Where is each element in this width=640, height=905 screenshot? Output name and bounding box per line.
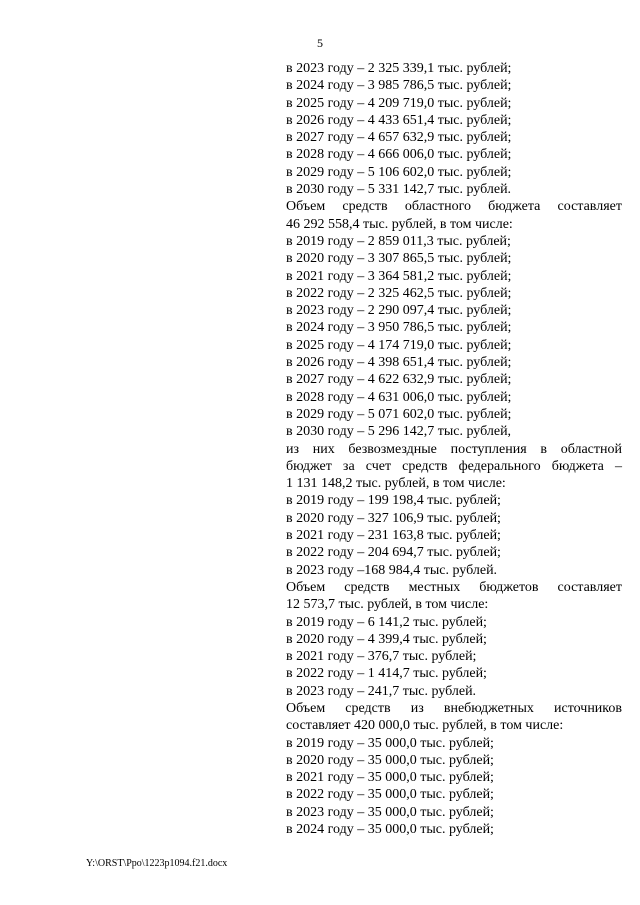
text-line: в 2026 году – 4 433 651,4 тыс. рублей; <box>286 112 512 128</box>
text-line: в 2023 году – 2 290 097,4 тыс. рублей; <box>286 303 512 319</box>
text-line: в 2028 году – 4 631 006,0 тыс. рублей; <box>286 389 512 405</box>
text-line: Объем средств из внебюджетных источников <box>286 700 622 716</box>
text-line: составляет 420 000,0 тыс. рублей, в том числе: <box>286 718 564 734</box>
text-line: в 2019 году – 2 859 011,3 тыс. рублей; <box>286 233 511 249</box>
text-line: в 2021 году – 3 364 581,2 тыс. рублей; <box>286 268 512 284</box>
text-line: в 2024 году – 3 950 786,5 тыс. рублей; <box>286 320 512 336</box>
text-line: в 2021 году – 376,7 тыс. рублей; <box>286 649 477 665</box>
text-line: в 2028 году – 4 666 006,0 тыс. рублей; <box>286 147 512 163</box>
document-body <box>286 60 622 838</box>
footer-file-path: Y:\ORST\Ppo\1223p1094.f21.docx <box>86 858 228 869</box>
text-line: в 2029 году – 5 106 602,0 тыс. рублей; <box>286 164 512 180</box>
text-line: бюджет за счет средств федерального бюджета – <box>286 458 622 474</box>
text-line: в 2027 году – 4 657 632,9 тыс. рублей; <box>286 130 512 146</box>
text-line: в 2021 году – 35 000,0 тыс. рублей; <box>286 770 494 786</box>
text-line: 46 292 558,4 тыс. рублей, в том числе: <box>286 216 513 232</box>
text-line: в 2023 году –168 984,4 тыс. рублей. <box>286 562 498 578</box>
page-number: 5 <box>317 36 323 50</box>
text-line: в 2022 году – 2 325 462,5 тыс. рублей; <box>286 285 512 301</box>
text-line: в 2023 году – 241,7 тыс. рублей. <box>286 683 477 699</box>
text-line: в 2025 году – 4 174 719,0 тыс. рублей; <box>286 337 512 353</box>
text-line: 1 131 148,2 тыс. рублей, в том числе: <box>286 476 506 492</box>
text-line: в 2020 году – 4 399,4 тыс. рублей; <box>286 631 487 647</box>
text-line: в 2022 году – 204 694,7 тыс. рублей; <box>286 545 501 561</box>
text-line: в 2019 году – 199 198,4 тыс. рублей; <box>286 493 501 509</box>
text-line: в 2029 году – 5 071 602,0 тыс. рублей; <box>286 406 512 422</box>
text-line: в 2030 году – 5 296 142,7 тыс. рублей, <box>286 424 512 440</box>
text-line: в 2023 году – 2 325 339,1 тыс. рублей; <box>286 61 512 76</box>
text-line: в 2027 году – 4 622 632,9 тыс. рублей; <box>286 372 512 388</box>
text-line: в 2021 году – 231 163,8 тыс. рублей; <box>286 528 501 544</box>
text-line: в 2020 году – 3 307 865,5 тыс. рублей; <box>286 251 512 267</box>
text-line: в 2019 году – 6 141,2 тыс. рублей; <box>286 614 487 630</box>
text-line: в 2020 году – 327 106,9 тыс. рублей; <box>286 510 501 526</box>
text-line: в 2020 году – 35 000,0 тыс. рублей; <box>286 752 494 768</box>
text-line: в 2030 году – 5 331 142,7 тыс. рублей. <box>286 182 512 198</box>
text-line: в 2023 году – 35 000,0 тыс. рублей; <box>286 804 494 820</box>
text-line: в 2022 году – 35 000,0 тыс. рублей; <box>286 787 494 803</box>
text-line: в 2025 году – 4 209 719,0 тыс. рублей; <box>286 95 512 111</box>
text-line: в 2024 году – 3 985 786,5 тыс. рублей; <box>286 78 512 94</box>
text-line: в 2026 году – 4 398 651,4 тыс. рублей; <box>286 355 512 371</box>
text-line: 12 573,7 тыс. рублей, в том числе: <box>286 597 489 613</box>
text-line: Объем средств местных бюджетов составляет <box>286 579 622 595</box>
text-line: в 2022 году – 1 414,7 тыс. рублей; <box>286 666 487 682</box>
text-line: в 2019 году – 35 000,0 тыс. рублей; <box>286 735 494 751</box>
text-line: Объем средств областного бюджета составляет <box>286 199 622 215</box>
text-line: из них безвозмездные поступления в областной <box>286 441 622 457</box>
text-line: в 2024 году – 35 000,0 тыс. рублей; <box>286 822 494 838</box>
